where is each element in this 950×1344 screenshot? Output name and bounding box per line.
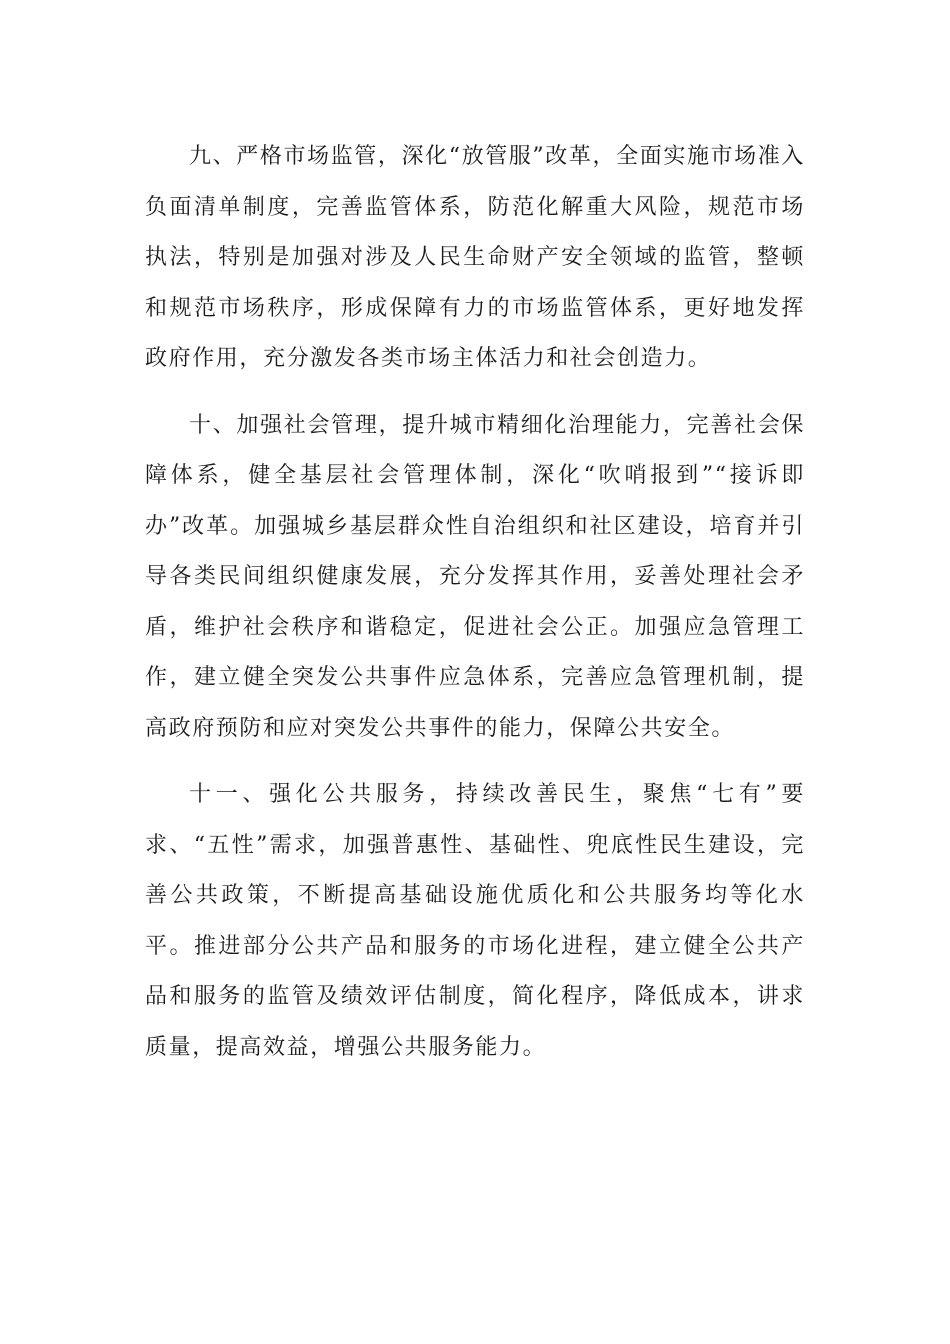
paragraph-item-nine: 九、严格市场监管，深化“放管服”改革，全面实施市场准入负面清单制度，完善监管体系，防范化解重大风险，规范市场执法，特别是加强对涉及人民生命财产安全领域的监管，整顿和规范市场秩序，形成保障有力的市场监管体系，更好地发挥政府作用，充分激发各类市场主体活力和社会创造力。 bbox=[145, 144, 805, 371]
document-body bbox=[145, 132, 805, 1089]
paragraph-item-ten: 十、加强社会管理，提升城市精细化治理能力，完善社会保障体系，健全基层社会管理体制，深化“吹哨报到”“接诉即办”改革。加强城乡基层群众性自治组织和社区建设，培育并引导各类民间组织健康发展，充分发挥其作用，妥善处理社会矛盾，维护社会秩序和谐稳定，促进社会公正。加强应急管理工作，建立健全突发公共事件应急体系，完善应急管理机制，提高政府预防和应对突发公共事件的能力，保障公共安全。 bbox=[145, 412, 805, 741]
paragraph-item-eleven: 十一、强化公共服务，持续改善民生，聚焦“七有”要求、“五性”需求，加强普惠性、基础性、兜底性民生建设，完善公共政策，不断提高基础设施优质化和公共服务均等化水平。推进部分公共产品和服务的市场化进程，建立健全公共产品和服务的监管及绩效评估制度，简化程序，降低成本，讲求质量，提高效益，增强公共服务能力。 bbox=[145, 782, 805, 1060]
